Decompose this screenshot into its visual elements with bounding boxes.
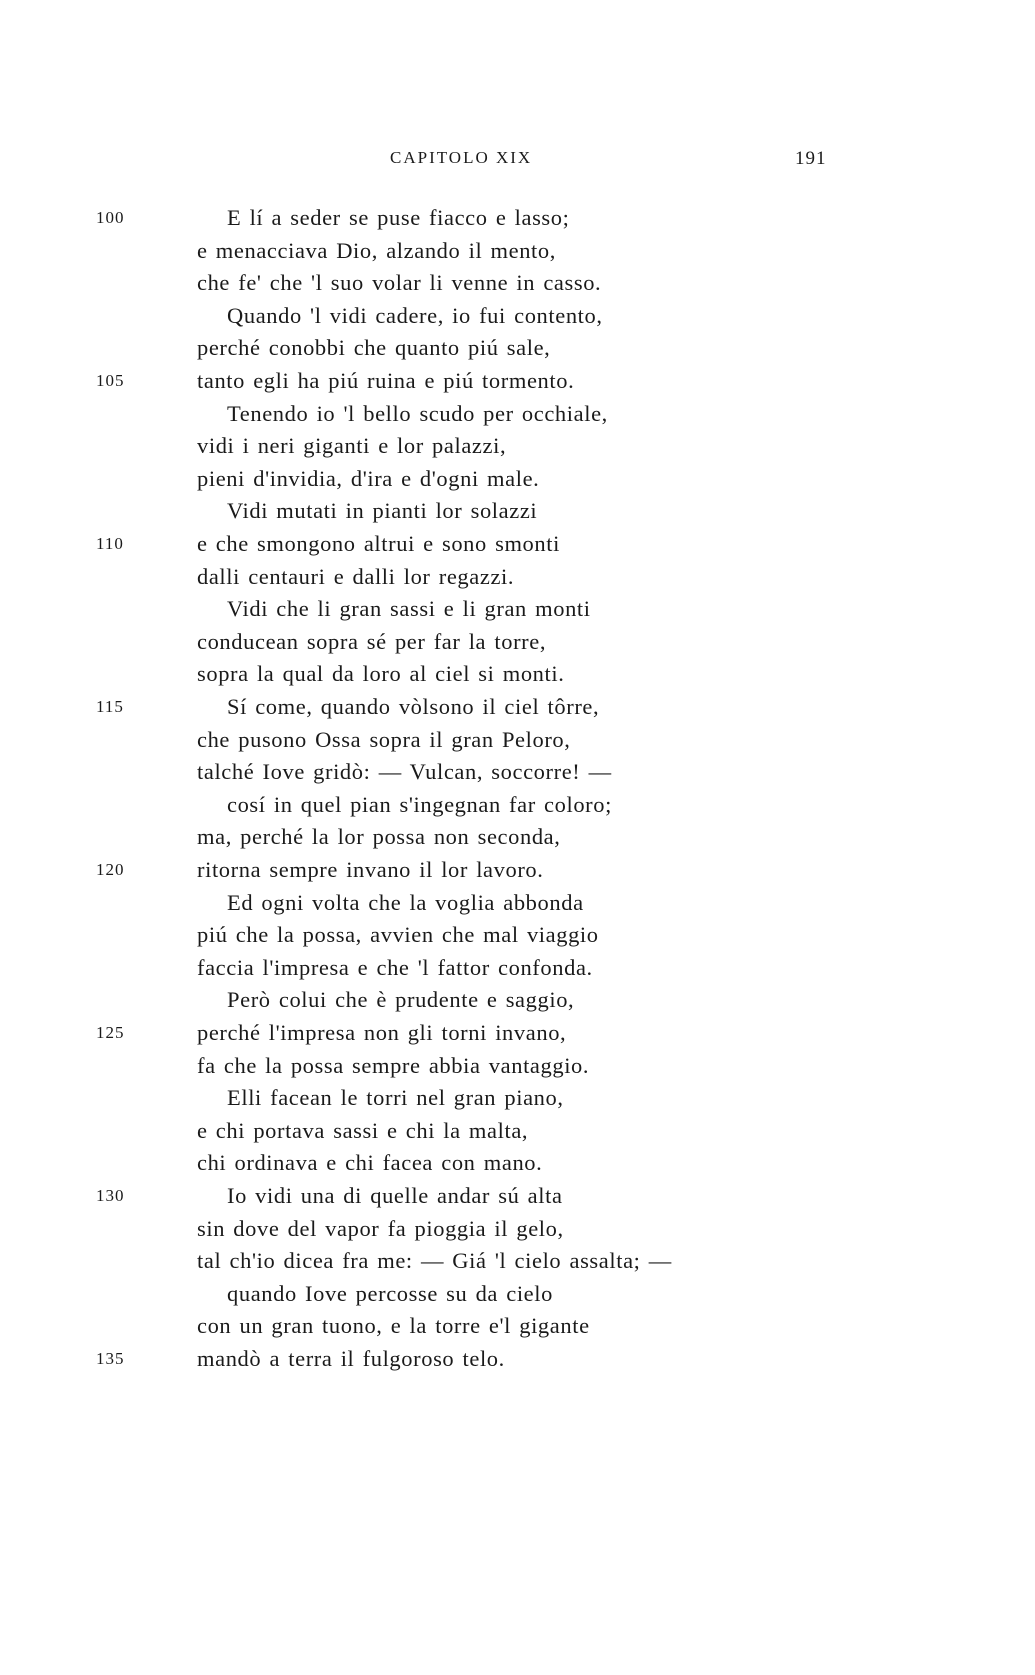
verse-text: mandò a terra il fulgoroso telo. xyxy=(197,1346,505,1371)
verse-text: perché conobbi che quanto piú sale, xyxy=(197,335,551,361)
verse-line xyxy=(0,596,1035,629)
verse-text: e che smongono altrui e sono smonti xyxy=(197,531,560,556)
verse-line xyxy=(0,694,1035,727)
verse-text: dalli centauri e dalli lor regazzi. xyxy=(197,563,515,589)
verse-text: Ed ogni volta che la voglia abbonda xyxy=(227,889,584,915)
verse-line xyxy=(0,1313,1035,1346)
verse-line xyxy=(0,727,1035,760)
line-number: 130 xyxy=(96,1186,125,1205)
line-number: 125 xyxy=(96,1023,125,1042)
verse-line xyxy=(0,1183,1035,1216)
verse-text: Elli facean le torri nel gran piano, xyxy=(227,1085,564,1111)
verse-text: che pusono Ossa sopra il gran Peloro, xyxy=(197,726,571,752)
verse-text: sin dove del vapor fa pioggia il gelo, xyxy=(197,1215,564,1241)
verse-line xyxy=(0,368,1035,401)
verse-text: con un gran tuono, e la torre e'l gigante xyxy=(197,1313,590,1339)
verse-line xyxy=(0,629,1035,662)
verse-line xyxy=(0,1281,1035,1314)
verse-text: conducean sopra sé per far la torre, xyxy=(197,628,547,654)
verse-line xyxy=(0,531,1035,564)
verse-text: sopra la qual da loro al ciel si monti. xyxy=(197,661,565,687)
verse-line xyxy=(0,824,1035,857)
verse-line xyxy=(0,498,1035,531)
verse-line xyxy=(0,922,1035,955)
verse-text: tal ch'io dicea fra me: — Giá 'l cielo assalta; — xyxy=(197,1248,672,1274)
verse-text: Sí come, quando vòlsono il ciel tôrre, xyxy=(227,694,600,719)
verse-text: talché Iove gridò: — Vulcan, soccorre! — xyxy=(197,759,612,785)
verse-text: cosí in quel pian s'ingegnan far coloro; xyxy=(227,791,612,817)
verse-text: Io vidi una di quelle andar sú alta xyxy=(227,1183,563,1208)
line-number: 105 xyxy=(96,371,125,390)
verse-line xyxy=(0,270,1035,303)
verse-text: ritorna sempre invano il lor lavoro. xyxy=(197,857,544,882)
verse-line xyxy=(0,1053,1035,1086)
verse-text: fa che la possa sempre abbia vantaggio. xyxy=(197,1052,590,1078)
verse-text: Tenendo io 'l bello scudo per occhiale, xyxy=(227,400,608,426)
running-title: CAPITOLO XIX xyxy=(390,148,533,167)
verse-line xyxy=(0,303,1035,336)
verse-line xyxy=(0,1085,1035,1118)
verse-text: Però colui che è prudente e saggio, xyxy=(227,987,575,1013)
verse-text: che fe' che 'l suo volar li venne in casso. xyxy=(197,270,602,296)
verse-line xyxy=(0,1020,1035,1053)
verse-line xyxy=(0,564,1035,597)
verse-text: faccia l'impresa e che 'l fattor confonda. xyxy=(197,954,593,980)
verse-text: e chi portava sassi e chi la malta, xyxy=(197,1117,529,1143)
verse-text: chi ordinava e chi facea con mano. xyxy=(197,1150,543,1176)
verse-line xyxy=(0,1150,1035,1183)
verse-text: e menacciava Dio, alzando il mento, xyxy=(197,237,556,263)
verse-line xyxy=(0,335,1035,368)
verse-line xyxy=(0,238,1035,271)
verse-line xyxy=(0,433,1035,466)
verse-line xyxy=(0,1118,1035,1151)
verse-line xyxy=(0,987,1035,1020)
verse-line xyxy=(0,1346,1035,1379)
verse-text: tanto egli ha piú ruina e piú tormento. xyxy=(197,368,575,393)
verse-text: Vidi che li gran sassi e li gran monti xyxy=(227,596,591,622)
line-number: 120 xyxy=(96,860,125,879)
verse-text: perché l'impresa non gli torni invano, xyxy=(197,1020,567,1045)
verse-text: Quando 'l vidi cadere, io fui contento, xyxy=(227,302,603,328)
verse-line xyxy=(0,1216,1035,1249)
verse-text: vidi i neri giganti e lor palazzi, xyxy=(197,433,507,459)
verse-text: pieni d'invidia, d'ira e d'ogni male. xyxy=(197,465,540,491)
verse-line xyxy=(0,401,1035,434)
verse-text: quando Iove percosse su da cielo xyxy=(227,1280,553,1306)
verse-text: E lí a seder se puse fiacco e lasso; xyxy=(227,205,570,230)
verse-line xyxy=(0,466,1035,499)
verse-text: ma, perché la lor possa non seconda, xyxy=(197,824,561,850)
line-number: 135 xyxy=(96,1349,125,1368)
verse-line xyxy=(0,792,1035,825)
verse-line xyxy=(0,1248,1035,1281)
verse-line xyxy=(0,661,1035,694)
line-number: 100 xyxy=(96,208,125,227)
verse-line xyxy=(0,890,1035,923)
verse-line xyxy=(0,205,1035,238)
verse-line xyxy=(0,857,1035,890)
page-number: 191 xyxy=(795,148,827,169)
verse-text: piú che la possa, avvien che mal viaggio xyxy=(197,922,599,948)
verse-line xyxy=(0,759,1035,792)
line-number: 115 xyxy=(96,697,124,716)
line-number: 110 xyxy=(96,534,124,553)
verse-line xyxy=(0,955,1035,988)
verse-text: Vidi mutati in pianti lor solazzi xyxy=(227,498,538,524)
